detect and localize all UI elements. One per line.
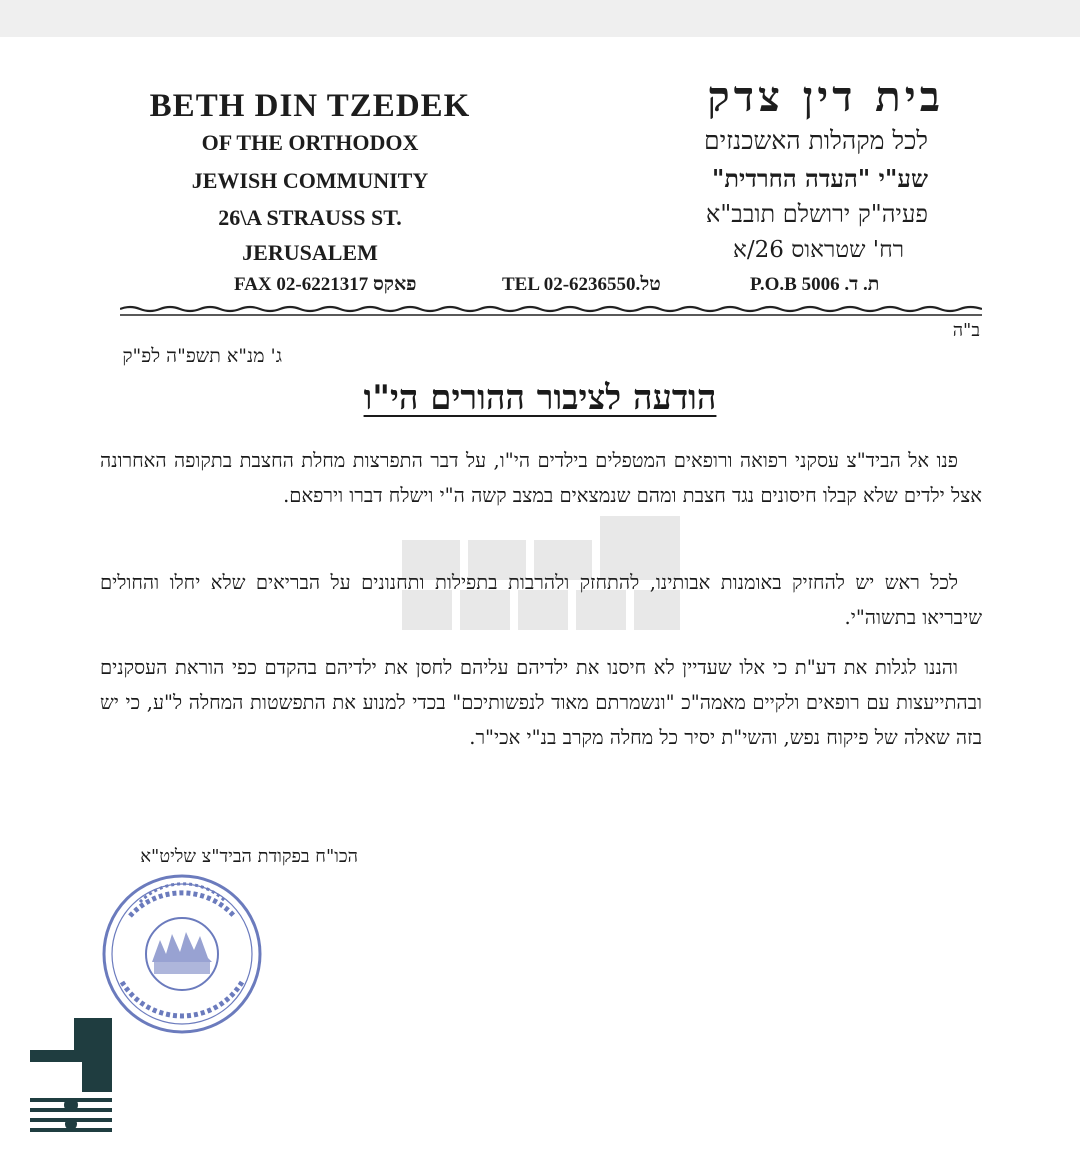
letter-title: הודעה לציבור ההורים הי"ו [363,378,717,418]
letterhead-hebrew-name: בית דין צדק [707,72,944,121]
contact-fax: FAX 02-6221317 פאקס [234,274,417,295]
contact-pob: P.O.B 5006 .ת. ד [750,274,880,295]
letter-paragraph-1: פנו אל הביד"צ עסקני רפואה ורופאים המטפלים בילדים הי"ו, על דבר התפרצות מחלת החצבת בתקופה האחרונה אצל ילדים שלא קבלו חיסונים נגד חצבת ומהם שנמצאים במצב קשה ה"י וישלח דברו וירפאם. [100,449,982,507]
top-status-bar [0,0,1080,37]
letter-date: ג' מנ"א תשפ"ה לפ"ק [122,345,282,367]
court-seal-stamp [100,862,265,1047]
letter-paragraph-3: והננו לגלות את דע"ת כי אלו שעדיין לא חיסנו את ילדיהם עליהם לחסן את ילדיהם בהקדם כפי הוראת העסקנים ובהתייעצות עם רופאים ולקיים מאמה"כ "ונשמרתם מאוד לנפשותיכם" בכדי למנוע את התפשטות המחלה ל"ע, כי יש בזה שאלה של פיקוח נפש, והשי"ת יסיר כל מחלה מקרב בנ"י אכי"ר. [100,656,982,749]
letterhead-english-address: 26\A STRAUSS ST. [218,205,402,230]
letter-paragraph-2: לכל ראש יש להחזיק באומנות אבותינו, להתחזק ולהרבות בתפילות ותחנונים על הבריאים שלא יחלו והחולים שיבריאו בתשוה"י. [100,571,982,629]
letterhead-english-name: BETH DIN TZEDEK [149,88,471,124]
letterhead-english-line3: JEWISH COMMUNITY [191,168,429,193]
watermark-logo [392,512,690,636]
signature-line: הכו"ח בפקודת הביד"צ שליט"א [140,846,358,867]
letterhead-english-city: JERUSALEM [242,240,378,265]
bh-mark: ב"ה [952,320,980,341]
letterhead-divider [120,304,982,320]
publisher-logo [30,1018,112,1138]
contact-tel: TEL 02-6236550.טל [502,274,661,295]
letterhead-english-line2: OF THE ORTHODOX [201,130,419,155]
letterhead-hebrew-line4: פעיה"ק ירושלם תובב"א [705,200,928,228]
letterhead-hebrew-line3: שע"י "העדה החרדית" [711,164,928,193]
letterhead-hebrew-line2: לכל מקהלות האשכנזים [704,126,928,155]
letterhead-hebrew-address: רח' שטראוס 26/א [733,237,904,263]
